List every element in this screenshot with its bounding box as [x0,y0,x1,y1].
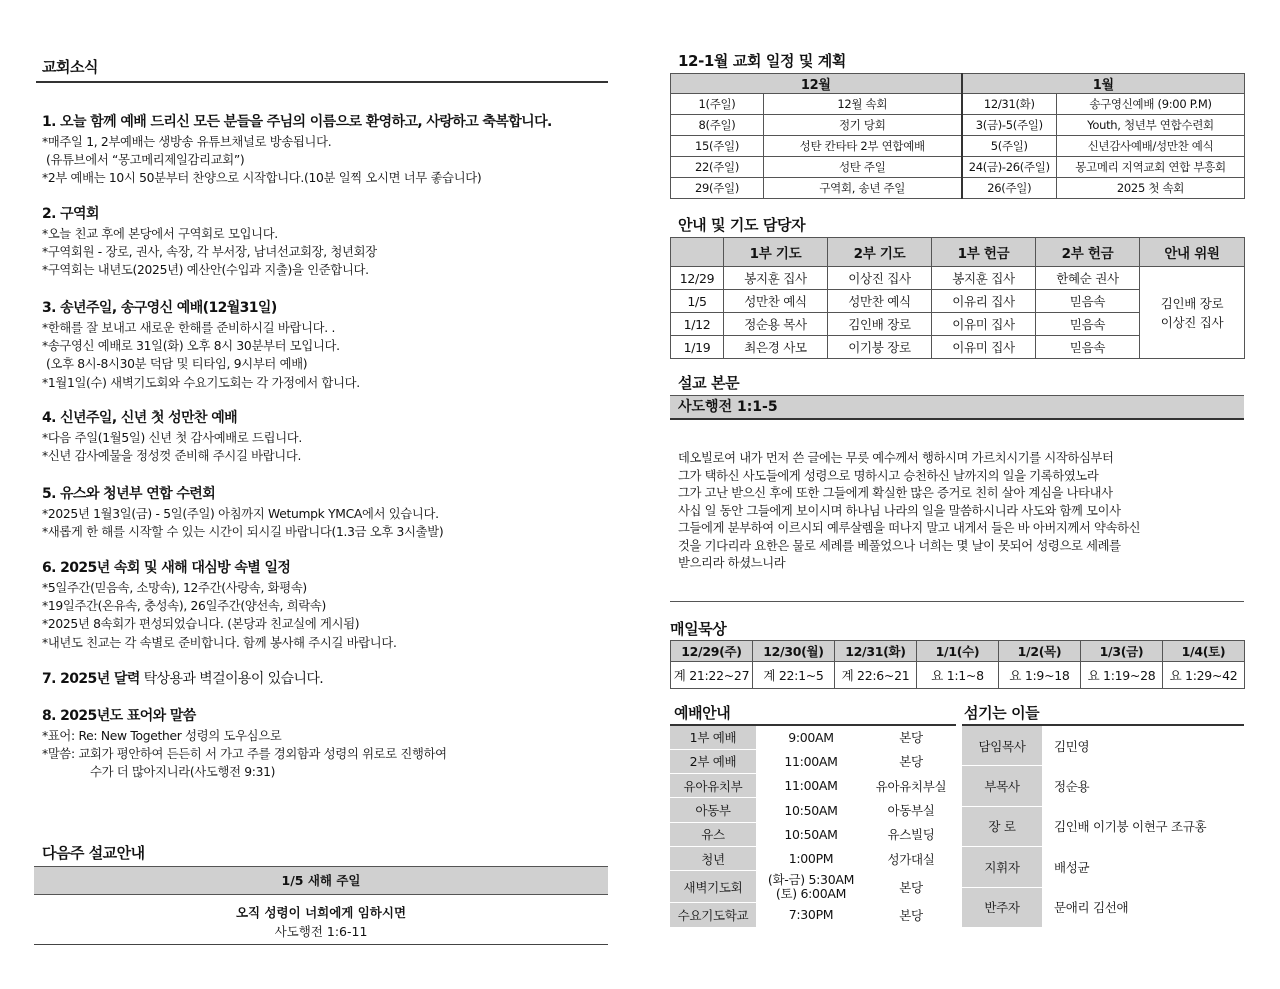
news-line: *오늘 친교 후에 본당에서 구역회로 모입니다. [42,227,278,241]
servants-title: 섬기는 이들 [964,704,1040,722]
sermon-line: 데오빌로여 내가 먼저 쓴 글에는 무릇 예수께서 행하시며 가르치시기를 시작하심부터 [678,451,1114,465]
prayer-header: 1부 기도 [724,238,828,267]
worship-label: 수요기도학교 [670,903,756,927]
worship-place: 성가대실 [866,846,956,870]
servant-role: 반주자 [962,887,1042,928]
daily-cell: 계 22:6~21 [835,662,917,689]
servant-name: 문애리 김선애 [1042,887,1244,928]
schedule-cell: 15(주일) [671,136,764,157]
news-line: *송구영신 예배로 31일(화) 오후 8시 30분부터 모입니다. [42,339,340,354]
schedule-table [670,73,1245,199]
schedule-cell: 26(주일) [962,178,1057,199]
news-item-2 [42,204,608,280]
table-row [671,157,1245,178]
prayer-cell: 한혜순 권사 [1036,267,1140,290]
next-sermon-reference: 사도행전 1:6-11 [34,922,608,945]
worship-time: 11:00AM [756,774,866,798]
worship-time: 7:30PM [756,903,866,927]
table-row [962,766,1244,807]
daily-header: 1/1(수) [917,641,999,662]
news-heading: 2. 구역회 [42,206,99,222]
news-line: *2부 예배는 10시 50분부터 찬양으로 시작합니다.(10분 일찍 오시면 너무 좋습니다) [42,171,482,186]
worship-place: 본당 [866,725,956,749]
daily-cell: 요 1:19~28 [1081,662,1163,689]
schedule-cell: 몽고메리 지역교회 연합 부흥회 [1057,157,1245,178]
news-line: *내년도 친교는 각 속별로 준비합니다. 함께 봉사해 주시길 바랍니다. [42,635,397,650]
worship-time: 10:50AM [756,822,866,846]
servants-table [962,724,1244,928]
news-line: *다음 주일(1월5일) 신년 첫 감사예배로 드립니다. [42,431,302,445]
prayer-cell: 최은경 사모 [724,336,828,359]
news-line: *구역회는 내년도(2025년) 예산안(수입과 지출)을 인준합니다. [42,263,369,278]
news-heading: 8. 2025년도 표어와 말씀 [42,708,196,724]
prayer-title: 안내 및 기도 담당자 [678,216,806,234]
table-row [671,178,1245,199]
schedule-cell: 송구영신예배 (9:00 P.M) [1057,94,1245,115]
daily-header: 1/2(목) [999,641,1081,662]
next-sermon-title: 다음주 설교안내 [42,844,145,862]
worship-label: 새벽기도회 [670,871,756,903]
schedule-cell: 24(금)-26(주일) [962,157,1057,178]
table-row [670,749,956,773]
servant-name: 김민영 [1042,725,1244,766]
table-row [670,822,956,846]
table-row [671,94,1245,115]
news-line: (유튜브에서 “몽고메리제일감리교회”) [46,153,245,168]
worship-label: 유스 [670,822,756,846]
prayer-cell: 성만찬 예식 [828,290,932,313]
news-line: *2025년 1월3일(금) - 5일(주일) 아침까지 Wetumpk YMCA에서 있습니다. [42,507,439,521]
servant-role: 장 로 [962,806,1042,847]
worship-table [670,724,956,928]
table-row [671,662,1245,689]
prayer-header: 1부 헌금 [932,238,1036,267]
news-line: *새롭게 한 해를 시작할 수 있는 시간이 되시길 바랍니다(1.3금 오후 3시출발) [42,525,444,540]
prayer-cell: 이유리 집사 [932,290,1036,313]
worship-time: 1:00PM [756,846,866,870]
table-row [670,846,956,870]
january-header: 1월 [962,74,1245,94]
worship-time: 9:00AM [756,725,866,749]
usher-name: 김인배 장로 [1160,295,1224,311]
servant-role: 부목사 [962,766,1042,807]
worship-place: 본당 [866,903,956,927]
schedule-cell: 1(주일) [671,94,764,115]
usher-cell [1140,267,1245,359]
schedule-cell: 22(주일) [671,157,764,178]
news-line: (오후 8시-8시30분 덕담 및 티타임, 9시부터 예배) [46,357,308,372]
worship-place: 아동부실 [866,798,956,822]
sermon-reference: 사도행전 1:1-5 [670,395,1244,420]
table-row [962,887,1244,928]
daily-cell: 계 22:1~5 [753,662,835,689]
sermon-title: 설교 본문 [678,374,740,392]
prayer-cell: 12/29 [671,267,724,290]
daily-title: 매일묵상 [670,620,727,638]
prayer-cell: 믿음속 [1036,336,1140,359]
sermon-line: 그가 택하신 사도들에게 성령으로 명하시고 승천하신 날까지의 일을 기록하였노라 [678,468,1099,483]
prayer-header [671,238,724,267]
worship-place: 본당 [866,749,956,773]
december-header: 12월 [671,74,962,94]
church-news-column [36,52,608,952]
daily-cell: 요 1:1~8 [917,662,999,689]
schedule-cell: 12/31(화) [962,94,1057,115]
news-line: *19일주간(온유속, 충성속), 26일주간(양선속, 희락속) [42,599,327,614]
table-row [962,806,1244,847]
sermon-line: 그들에게 분부하여 이르시되 예루살렘을 떠나지 말고 내게서 들은 바 아버지께서 약속하신 [678,521,1141,535]
schedule-cell: 성탄 칸타타 2부 연합예배 [764,136,962,157]
news-line: *1월1일(수) 새벽기도회와 수요기도회는 각 가정에서 합니다. [42,375,360,390]
next-sermon-heading: 오직 성령이 너희에게 임하시면 [235,905,407,920]
daily-cell: 요 1:9~18 [999,662,1081,689]
prayer-header: 2부 헌금 [1036,238,1140,267]
news-item-4 [42,408,608,465]
prayer-cell: 성만찬 예식 [724,290,828,313]
prayer-cell: 이상진 집사 [828,267,932,290]
servant-name: 정순용 [1042,766,1244,807]
prayer-cell: 믿음속 [1036,313,1140,336]
news-line: *말씀: 교회가 평안하여 든든히 서 가고 주를 경외함과 성령의 위로로 진행하여 [42,747,447,762]
news-item-3 [42,298,608,392]
servant-role: 지휘자 [962,847,1042,888]
news-line: *5일주간(믿음속, 소망속), 12주간(사랑속, 화평속) [42,581,307,595]
news-heading-bold: 7. 2025년 달력 [42,671,140,687]
news-item-6 [42,558,608,652]
sermon-passage [678,450,1238,573]
news-line: *2025년 8속회가 편성되었습니다. (본당과 친교실에 게시됨) [42,617,360,632]
worship-title: 예배안내 [674,704,731,722]
table-row [670,903,956,927]
news-heading: 1. 오늘 함께 예배 드리신 모든 분들을 주님의 이름으로 환영하고, 사랑하고 축복합니다. [42,114,552,130]
prayer-cell: 김인배 장로 [828,313,932,336]
prayer-header: 안내 위원 [1140,238,1245,267]
usher-name: 이상진 집사 [1160,314,1224,330]
worship-label: 1부 예배 [670,725,756,749]
schedule-cell: 신년감사예배/성만찬 예식 [1057,136,1245,157]
worship-label: 유아유치부 [670,774,756,798]
schedule-cell: 5(주일) [962,136,1057,157]
news-heading [42,669,608,689]
news-line: *표어: Re: New Together 성령의 도우심으로 [42,729,282,743]
daily-header: 1/4(토) [1163,641,1245,662]
sermon-line: 그가 고난 받으신 후에 또한 그들에게 확실한 많은 증거로 친히 살아 계심을 나타내사 [678,486,1113,500]
worship-label: 아동부 [670,798,756,822]
sermon-line: 것을 기다리라 요한은 물로 세례를 베풀었으나 너희는 몇 날이 못되어 성령으로 세례를 [678,538,1121,553]
table-row [962,725,1244,766]
news-line: *매주일 1, 2부예배는 생방송 유튜브채널로 방송됩니다. [42,135,332,149]
worship-place: 본당 [866,871,956,903]
table-row [671,115,1245,136]
sermon-line: 사십 일 동안 그들에게 보이시며 하나님 나라의 일을 말씀하시니라 사도와 함께 모이사 [678,503,1121,518]
schedule-cell: 3(금)-5(주일) [962,115,1057,136]
daily-header: 1/3(금) [1081,641,1163,662]
daily-devotion-table [670,640,1245,689]
prayer-cell: 1/5 [671,290,724,313]
prayer-cell: 봉지훈 집사 [724,267,828,290]
schedule-cell: Youth, 청년부 연합수련회 [1057,115,1245,136]
schedule-cell: 29(주일) [671,178,764,199]
schedule-title: 12-1월 교회 일정 및 계획 [678,52,846,70]
next-sermon-box [34,866,608,945]
schedule-cell: 구역회, 송년 주일 [764,178,962,199]
servant-name: 김인배 이기붕 이현구 조규홍 [1042,806,1244,847]
news-item-7 [42,669,608,690]
table-row [670,798,956,822]
sermon-line: 받으리라 하셨느니라 [678,556,786,570]
prayer-cell: 1/19 [671,336,724,359]
news-line: *한해를 잘 보내고 새로운 한해를 준비하시길 바랍니다. . [42,321,336,335]
table-row [671,136,1245,157]
news-heading: 5. 유스와 청년부 연합 수련회 [42,486,216,502]
prayer-cell: 이기붕 장로 [828,336,932,359]
table-row [670,725,956,749]
news-heading: 3. 송년주일, 송구영신 예배(12월31일) [42,300,277,316]
worship-time [756,871,866,903]
next-sermon-date: 1/5 새해 주일 [34,866,608,895]
prayer-cell: 믿음속 [1036,290,1140,313]
servant-name: 배성균 [1042,847,1244,888]
church-news-title: 교회소식 [42,58,98,76]
worship-label: 2부 예배 [670,749,756,773]
church-news-divider [36,81,608,83]
prayer-cell: 이유미 집사 [932,313,1036,336]
news-item-8 [42,706,608,782]
right-column [670,50,1244,950]
daily-cell: 계 21:22~27 [671,662,753,689]
daily-header: 12/29(주) [671,641,753,662]
schedule-cell: 8(주일) [671,115,764,136]
news-line: *구역회원 - 장로, 권사, 속장, 각 부서장, 남녀선교회장, 청년회장 [42,245,377,260]
schedule-cell: 성탄 주일 [764,157,962,178]
table-row [670,774,956,798]
dawn-time-weekday: (화-금) 5:30AM [767,871,855,887]
section-divider [670,601,1244,602]
dawn-time-saturday: (토) 6:00AM [775,885,847,901]
table-row [670,871,956,903]
table-row [962,847,1244,888]
news-heading-rest: 탁상용과 벽걸이용이 있습니다. [139,671,324,687]
schedule-cell: 정기 당회 [764,115,962,136]
worship-label: 청년 [670,846,756,870]
news-line: 수가 더 많아지니라(사도행전 9:31) [90,765,276,780]
daily-cell: 요 1:29~42 [1163,662,1245,689]
prayer-cell: 정순용 목사 [724,313,828,336]
schedule-cell: 2025 첫 속회 [1057,178,1245,199]
schedule-cell: 12월 속회 [764,94,962,115]
news-heading: 4. 신년주일, 신년 첫 성만찬 예배 [42,410,238,426]
worship-place: 유아유치부실 [866,774,956,798]
prayer-cell: 1/12 [671,313,724,336]
daily-header: 12/31(화) [835,641,917,662]
news-line: *신년 감사예물을 정성껏 준비해 주시길 바랍니다. [42,449,302,464]
prayer-cell: 봉지훈 집사 [932,267,1036,290]
news-item-5 [42,484,608,541]
news-heading: 6. 2025년 속회 및 새해 대심방 속별 일정 [42,560,291,576]
worship-time: 11:00AM [756,749,866,773]
prayer-header: 2부 기도 [828,238,932,267]
prayer-table [670,237,1245,359]
worship-place: 유스빌딩 [866,822,956,846]
worship-time: 10:50AM [756,798,866,822]
prayer-cell: 이유미 집사 [932,336,1036,359]
news-item-1 [42,112,608,188]
servant-role: 담임목사 [962,725,1042,766]
daily-header: 12/30(월) [753,641,835,662]
table-row [671,267,1245,290]
